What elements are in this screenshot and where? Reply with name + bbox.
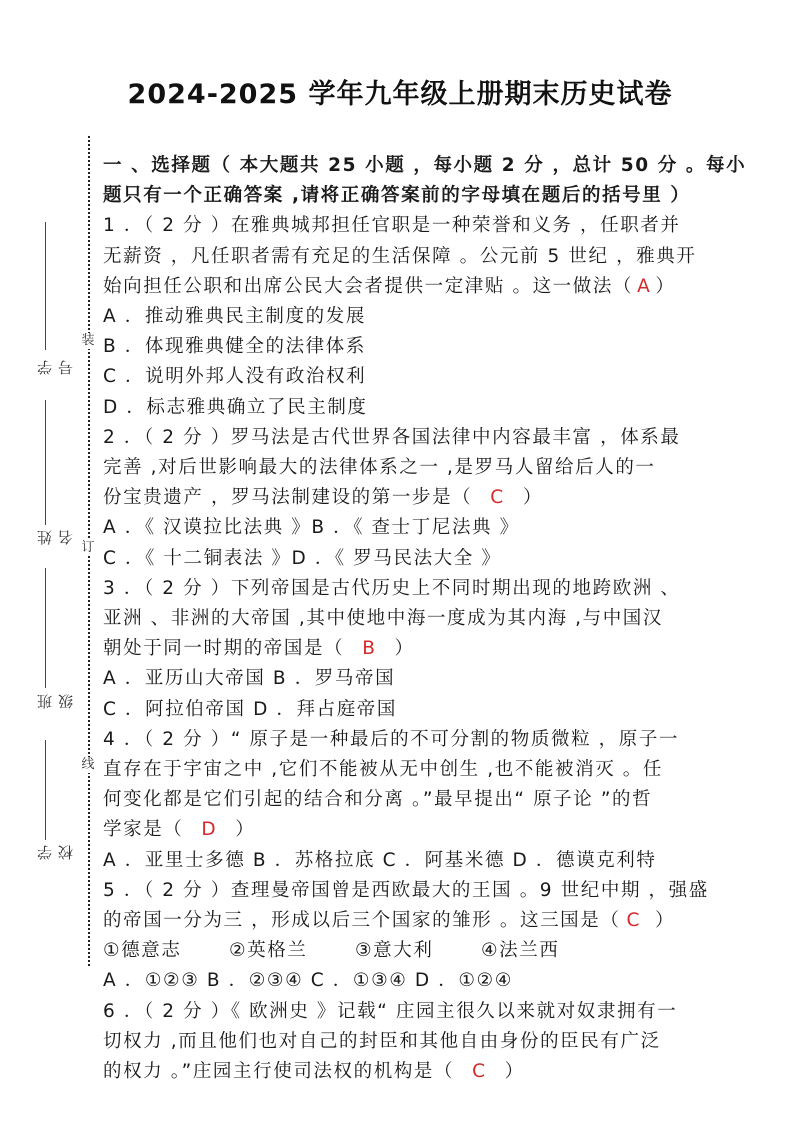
option-a: A ．推动雅典民主制度的发展 — [103, 306, 366, 328]
name-label: 姓名 — [36, 528, 75, 545]
question-stem-text: 的权力 。”庄园主行使司法权的机构是（ — [103, 1061, 455, 1083]
question-6 — [103, 997, 733, 1088]
item-1: ①德意志 — [103, 940, 182, 962]
numbered-items — [103, 936, 733, 966]
answer-paren: ） — [522, 487, 543, 509]
option-row: A ．亚历山大帝国 B ．罗马帝国 — [103, 668, 396, 690]
question-stem-text: 始向担任公职和出席公民大会者提供一定津贴 。这一做法（ — [103, 275, 634, 297]
question-stem-line — [103, 272, 733, 302]
question-2 — [103, 423, 733, 574]
question-stem-text: 朝处于同一时期的帝国是（ — [103, 638, 345, 660]
answer-blank[interactable]: C — [490, 487, 505, 509]
answer-paren: ） — [235, 819, 256, 841]
student-id-blank[interactable] — [45, 222, 46, 350]
class-label: 班级 — [36, 692, 75, 709]
question-stem-line: 亚洲 、非洲的大帝国 ,其中使地中海一度成为其内海 ,与中国汉 — [103, 608, 664, 630]
school-label: 学校 — [36, 843, 75, 860]
question-stem-text: 的帝国一分为三 ，形成以后三个国家的雏形 。这三国是（ — [103, 910, 621, 932]
answer-blank[interactable]: C — [626, 910, 641, 932]
binding-mark-zhuang: 装 — [79, 333, 97, 349]
section-heading-line: 题只有一个正确答案 ,请将正确答案前的字母填在题后的括号里 ） — [103, 185, 691, 207]
name-blank[interactable] — [45, 400, 46, 525]
question-5 — [103, 876, 733, 997]
answer-blank[interactable]: A — [637, 275, 652, 297]
option-row: C ．阿拉伯帝国 D ．拜占庭帝国 — [103, 698, 398, 720]
question-stem-line: 2 ．（ 2 分 ）罗马法是古代世界各国法律中内容最丰富 ，体系最 — [103, 426, 681, 448]
question-3 — [103, 574, 733, 725]
question-stem-line: 1 ．（ 2 分 ）在雅典城邦担任官职是一种荣誉和义务 ，任职者并 — [103, 215, 681, 237]
student-id-label: 学号 — [36, 358, 75, 375]
option-row: A ．亚里士多德 B ．苏格拉底 C ．阿基米德 D ．德谟克利特 — [103, 849, 657, 871]
question-4 — [103, 725, 733, 876]
question-stem-line — [103, 483, 733, 513]
answer-paren: ） — [504, 1061, 525, 1083]
section-heading — [103, 151, 747, 211]
question-1 — [103, 211, 733, 422]
question-stem-line — [103, 1057, 733, 1087]
question-stem-line: 6 ．（ 2 分 ）《 欧洲史 》记载“ 庄园主很久以来就对奴隶拥有一 — [103, 1000, 678, 1022]
section-heading-line: 一 、选择题（ 本大题共 25 小题 ，每小题 2 分 ，总计 50 分 。每小 — [103, 155, 747, 176]
question-stem-line: 直存在于宇宙之中 ,它们不能被从无中创生 ,也不能被消灭 。任 — [103, 759, 664, 781]
answer-paren: ） — [394, 638, 415, 660]
option-row: C ．《 十二铜表法 》D ．《 罗马民法大全 》 — [103, 547, 502, 569]
binding-mark-ding: 订 — [79, 540, 97, 556]
question-stem-text: 份宝贵遗产 ，罗马法制建设的第一步是（ — [103, 487, 473, 509]
question-stem-line: 3 ．（ 2 分 ）下列帝国是古代历史上不同时期出现的地跨欧洲 、 — [103, 577, 681, 599]
answer-blank[interactable]: D — [201, 819, 218, 841]
question-stem-line — [103, 634, 733, 664]
answer-paren: ） — [655, 910, 676, 932]
answer-blank[interactable]: B — [362, 638, 377, 660]
answer-blank[interactable]: C — [472, 1061, 487, 1083]
question-stem-line: 4 ．（ 2 分 ）“ 原子是一种最后的不可分割的物质微粒 ，原子一 — [103, 728, 680, 750]
exam-content — [103, 151, 747, 1087]
question-stem-line — [103, 815, 733, 845]
answer-paren: ） — [655, 275, 676, 297]
question-stem-line — [103, 906, 733, 936]
option-b: B ．体现雅典健全的法律体系 — [103, 336, 366, 358]
question-stem-line: 何变化都是它们引起的结合和分离 。”最早提出“ 原子论 ”的哲 — [103, 789, 653, 811]
item-2: ②英格兰 — [228, 940, 308, 962]
option-row: A ．①②③ B ．②③④ C ．①③④ D ．①②④ — [103, 970, 513, 992]
item-3: ③意大利 — [354, 940, 434, 962]
binding-mark-xian: 线 — [79, 757, 97, 773]
item-4: ④法兰西 — [480, 940, 560, 962]
question-stem-line: 5 ．（ 2 分 ）查理曼帝国曾是西欧最大的王国 。9 世纪中期 ，强盛 — [103, 879, 709, 901]
question-stem-line: 完善 ,对后世影响最大的法律体系之一 ,是罗马人留给后人的一 — [103, 457, 656, 479]
option-c: C ．说明外邦人没有政治权利 — [103, 366, 367, 388]
question-stem-text: 学家是（ — [103, 819, 184, 841]
class-blank[interactable] — [45, 568, 46, 688]
page-title: 2024-2025 学年九年级上册期末历史试卷 — [127, 79, 673, 110]
option-row: A ．《 汉谟拉比法典 》B ．《 查士丁尼法典 》 — [103, 517, 520, 539]
option-d: D ．标志雅典确立了民主制度 — [103, 396, 368, 418]
school-blank[interactable] — [45, 740, 46, 840]
question-stem-line: 无薪资 ，凡任职者需有充足的生活保障 。公元前 5 世纪 ，雅典开 — [103, 245, 697, 267]
question-stem-line: 切权力 ,而且他们也对自己的封臣和其他自由身份的臣民有广泛 — [103, 1030, 661, 1052]
